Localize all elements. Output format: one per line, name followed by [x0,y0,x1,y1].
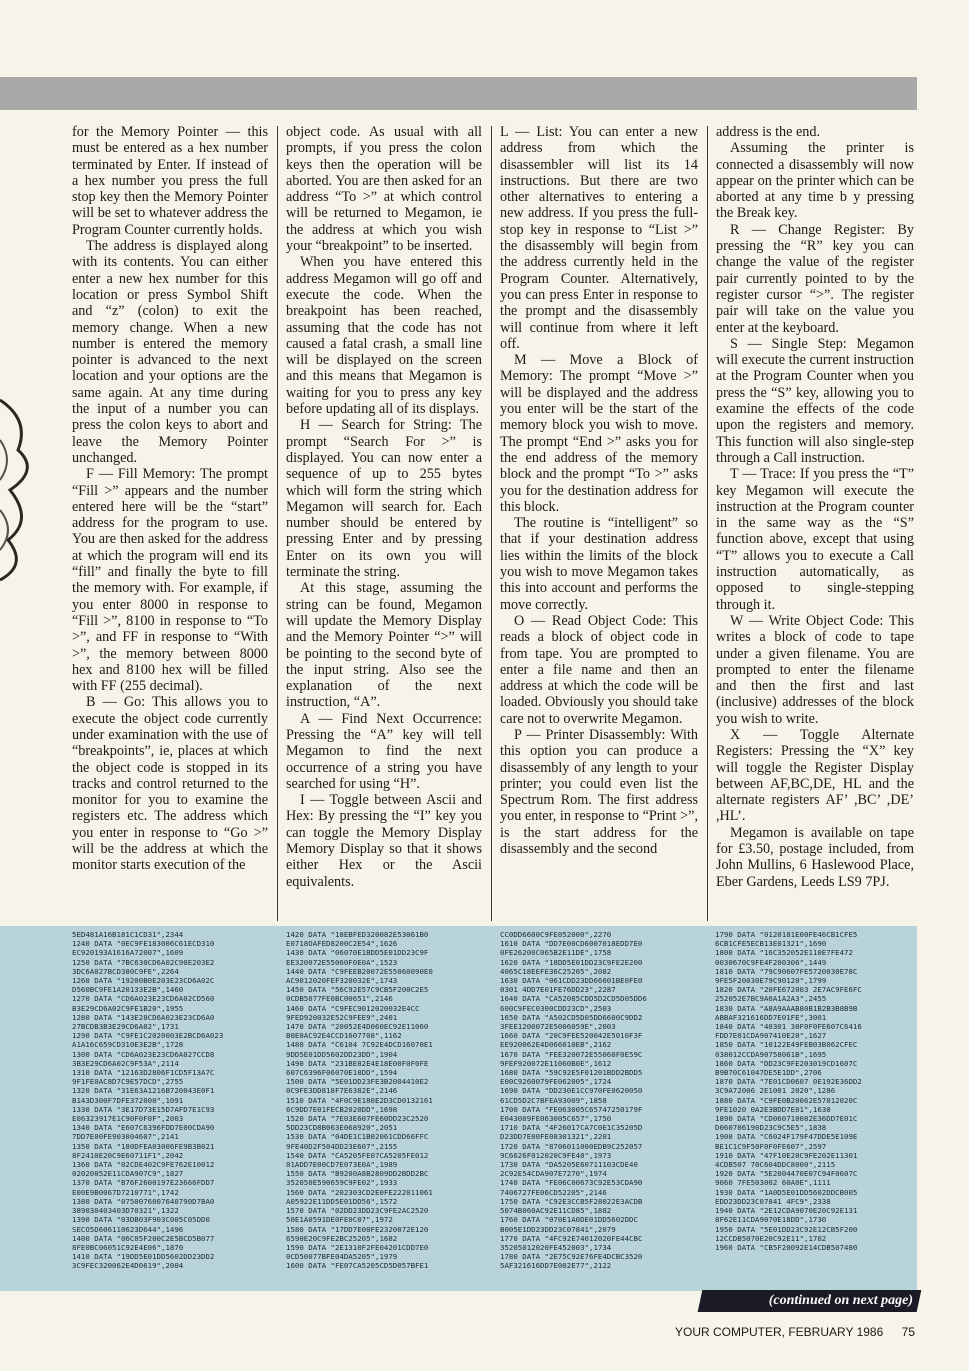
paragraph: A — Find Next Occurrence: Pressing the “A” key will tell Megamon to find the next occurrence of a string you have searched for using “H”. [286,710,482,792]
article-column-3 [500,124,698,857]
page-number: 75 [901,1325,915,1339]
paragraph: O — Read Object Code: This reads a block of object code in from tape. You are prompted to enter a file name and then an address at which the code will be loaded. Obviously you should take care not to overwrite Megamon. [500,612,698,727]
page-footer [675,1325,915,1339]
paragraph: I — Toggle between Ascii and Hex: By pressing the “I” key you can toggle the Memory Display Memory Display so that it shows either Hex or the Ascii equivalents. [286,792,482,890]
paragraph: W — Write Object Code: This writes a block of code to tape under a given filename. You are prompted to enter the filename and then the first and last (inclusive) addresses of the block you wish to write. [716,612,914,727]
listing-column-3: CC0DD6600C9FE052000",2270 1610 DATA "DD7E00CD6007018EDD7E0 0FE26200C065B2E11DE",1758 1620 DATA "18DD5E01DD23C9FE2E200 4065C18EEFE36C25205",2082 1630 DATA "061CDD23DD66001BE0FE0 0301 4DD7E01FE76DD23",2287 1640 DATA "CA52085CDD5D2CD5D05DD6 600C9FEC0300CDD23CD",2503 1650 DATA "A502CD5D05DD6600C9DD2 3FEE1200072E5006059E",2003 1660 DATA "20C9FEE520042E5010F3F EE920062E4D066010EB",2162 1670 DATA "FEE320072E55060F0E59C 9FEF920072E11060B0E",1612 1680 DATA "59C92E5F01201BDD2BDD5 E00C9260079FE062005",1724 1690 DATA "DD230E1CC970FE0620050 61CD5D2C7BFEA93009",1858 1700 DATA "FE063005C65747250179F E043009FE063005C657",1750 1710 DATA "4F26017CA7C0E1C35205D D23DD7E00FE08301321",2201 1720 DATA "8706011000EDB9C252057 9C6626F012020C9FE40",1973 1730 DATA "DA5205E60711103CDE40 2C92E54CDA907E7270",1974 1740 DATA "FE06C00673C92E53CDA90 7406727FE06CD52205",2146 1750 DATA "C92E3CCB5F28022E3ACDB 5074B060AC92E11CD85",1882 1760 DATA "070E1A0DE01DD5602DDC B005E1DD23DD23C07841",2079 1770 DATA "4FC92E74012020FE44CBC 35205012020FE452003",1734 1780 DATA "2E75C92E76FE4DCBC3520 5AF321616DD7E002E77",2122 [500,930,647,1271]
column-divider [707,126,708,921]
decorative-illustration [0,380,50,600]
article-column-1 [72,124,268,874]
paragraph: T — Trace: If you press the “T” key Megamon will execute the instruction at the Program counter in the same way as the “S” function above, except that using “T” allows you to execute a Call instruction automatically, as opposed to single-stepping through it. [716,466,914,613]
paragraph: The address is displayed along with its contents. You can either enter a new hex number for this location or press Symbol Shift and “z” (colon) to exit the memory change. When a new number is entered the memory pointer is advanced to the next location and your options are the same again. At any time during the input of a number you can press the colon keys to abort and leave the Memory Pointer unchanged. [72,238,268,466]
paragraph: B — Go: This allows you to execute the object code currently under examination with the use of “breakpoints”, ie, places at which the object code is stopped in its tracks and control returned to the monitor for you to examine the registers etc. The address which you enter in response to “Go >” will be the address at which the monitor starts execution of the [72,694,268,874]
paragraph: When you have entered this address Megamon will go off and execute the code. When the breakpoint has been reached, assuming that the code has not caused a fatal crash, a small line will be displayed on the screen and this means that Megamon is waiting for you to press any key before updating all of its displays. [286,254,482,418]
paragraph: P — Printer Disassembly: With this option you can produce a disassembly of any length to your printer; you could even list the Spectrum Rom. The first address you enter, in response to “Print >”, is the start address for the disassembly and the second [500,726,698,858]
paragraph: The routine is “intelligent” so that if your destination address lies within the limits of the block you wish to move Megamon takes this into account and performs the move correctly. [500,515,698,613]
continued-banner [698,1290,922,1312]
continued-label: (continued on next page) [768,1293,913,1308]
paragraph: H — Search for String: The prompt “Search For >” is displayed. You can now enter a sequence of up to 255 bytes which will form the string which Megamon will search for. Each number should be entered by pressing Enter and by pressing Enter on its own you will terminate the string. [286,417,482,581]
paragraph: address is the end. [716,124,821,140]
magazine-issue: YOUR COMPUTER, FEBRUARY 1986 [675,1325,884,1339]
paragraph: F — Fill Memory: The prompt “Fill >” appears and the number entered here will be the “start” address for the program to use. You are then asked for the address at which the program will end its “fill” and finally the byte to fill the memory with. For example, if you enter 8000 in response to “Fill >”, 8100 in response to “To >”, and FF in response to “With >”, the memory between 8000 hex and 8100 hex will be filled with FF (255 decimal). [72,466,268,695]
listing-column-1: 5ED481A16B181C1CD31",2344 1240 DATA "0EC9FE183006C61ECD310 EC920193A1616A72007",1609 1250 DATA "7BC630CD6A02C90E203E2 3DC6A027BCD380C9FE",2264 1260 DATA "19200B0E203E23CD6A02C D560BC9FE1A20133E2B",1460 1270 DATA "CD6A023E23CD6A02CD560 B3E29CD6A02C9FE1B20",1955 1280 DATA "143E28CD6A023E23CD6A0 27BCDB3B3E29CD6A02",1731 1290 DATA "C9FE1C2020003E2BCD6A023 A1A16C659CD310E3E2B",1728 1300 DATA "CD6A023E23CD6A027CCD8 3B3E29CD6A02C9F53A",2114 1310 DATA "12163D2806F1CD5F13A7C 9F1FE0AC8D7C9E57DCD",2755 1320 DATA "31E63A1216B720043E0F1 B143D300F7DFE372000",1091 1330 DATA "3E17D73E15D7AFD7E1C93 E06323917E1C90F0F0F",2003 1340 DATA "E607C6396FDD7E00CDA90 7DD7E00FE903004607",2141 1350 DATA "180DFEA03006FE9B3B021 8F2410E20C9E60711F1",2042 1360 DATA "02CDE402C9FE762E10012 02020052E11CDA907C9",1827 1370 DATA "B76F2600197E23666FDD7 E00E9B0067D7210771",1742 1380 DATA "0750076007640790D7BA0 389030403403D70321",1322 1390 DATA "03DB03F903C005C05DD0 SECO5D606110623D644",1496 1400 DATA "06C05F200C2E5BCD5B077 8FE0BC06051C92E4E06",1870 1410 DATA "19DD5E01DD5602DD23DD2 3C9FEC320062E4D0619",2004 [72,930,224,1271]
paragraph: S — Single Step: Megamon will execute the current instruction at the Program Counter when you press the “S” key, allowing you to examine the effects of the code upon the registers and memory. This function will also single-step through a Call instruction. [716,335,914,466]
listing-column-2: 1420 DATA "18EBFED320082E53061B0 E0718OAFED8200C2E54",1626 1430 DATA "06070E1BDD5E01DD23C9F EE320072E55060F0E0A",1523 1440 DATA "C9FEEB20072E55060090E0 AC9012020FEF320032E",1743 1450 DATA "56C92E57C9CB5F200C2E5 0CDB5077FE0BC00651",2146 1460 DATA "C9FEC9012020032E4CC 9FED920032E52C9FEE9",2401 1470 DATA "20052E4D060EC92E11060 B0E0AC92E4CCD1607708",1162 1480 DATA "C6104 7C92E4DCD16070E1 9DD5E01DD5602DD23DD",1904 1490 DATA "231BE82E4E18E00F0F0FE 607C6396F06070E18DD",1594 1500 DATA "5E01DD23FE3B2004410E2 0C9FE3DD818F7E6382E",2146 1510 DATA "4F0C9E180E2D3CD0132161 6C9DD7E01FECB2020DD",1698 1520 DATA "7E03E607FE60DD23C2520 5DD23CD8B063E068920",2051 1530 DATA "04DE1C1B02061CDD66FFC 9FE40D2F504DD23E607",2155 1540 DATA "CA5205FE07CA5205FE012 01ADD7E00CD7E073E0A",1989 1550 DATA "B9200A8B2809DD2BDD2BC 352050E590659C9FE02",1933 1560 DATA "202303CD2E0FE222011061 A05922E11DD5E01DD56",1572 1570 DATA "02DD23DD23C9FE2AC2520 50E1A0591DE0FE0C07",1972 1580 DATA "17DD7E00FE2320072E120 6590E20C9FE2BC25205",1682 1590 DATA "2E1310F2FE04201CDD7E0 0CD50077BFE04DA5205",1979 1600 DATA "FE07CA5205CD5D057BFE1 [286,930,433,1271]
article-column-2 [286,124,482,890]
paragraph: Assuming the printer is connected a disassembly will now appear on the printer which can be aborted at any time b y pressing the Break key. [716,140,914,222]
article-column-4 [716,124,914,890]
column-divider [277,126,278,921]
paragraph: R — Change Register: By pressing the “R” key you can change the value of the register pair currently pointed to by the register cursor “>”. The register pair will take on the value you enter at the keyboard. [716,221,914,336]
paragraph: At this stage, assuming the string can be found, Megamon will update the Memory Display and the Memory Pointer “>” will be pointing to the second byte of the input string. Also see the explanation of the next instruction, “A”. [286,580,482,711]
paragraph: X — Toggle Alternate Registers: Pressing the “X” key will toggle the Register Display between AF,BC,DE, HL and the alternate registers AF’ ,BC’ ,DE’ ,HL’. [716,726,914,825]
header-banner [0,77,917,110]
paragraph: for the Memory Pointer — this must be entered as a hex number terminated by Enter. If instead of a hex number you press the full stop key then the Memory Pointer will be set to whatever address the Program Counter currently holds. [72,124,268,238]
paragraph: Megamon is available on tape for £3.50, postage included, from John Mullins, 6 Haslewood Place, Eber Gardens, Leeds LS9 7PJ. [716,824,914,890]
paragraph: object code. As usual with all prompts, if you press the colon keys then the operation will be aborted. You are then asked for an address “To >” at which control will be returned to Megamon, ie the address at which you wish your “breakpoint” to be inserted. [286,124,482,255]
listing-column-4: 1790 DATA "0120181E00FE46CB1CFE5 6CB1CFE5ECB13E01321",1690 1800 DATA "16C352052E110E7FE472 0030670C9FE4F200306",1449 1810 DATA "79C90607FE5720030E78C 9FE5F20030E79C90120",1799 1820 DATA "20FE672003 2E7AC9FE6FC 252052E7BC9A0A1A2A3",2455 1830 DATA "A8A9AAAB80B1B2B3B8B9B ABBAF321616DD7E01FE",3001 1840 DATA "40301 30F0F0FE607C6416 FDD7E01CDA907410E20",1627 1850 DATA "10122E49FEB03B062CFEC 038012CCDA90758061B",1695 1860 DATA "DD23C9FE203019CD1607C B9B70C61047DE5E1DD",2706 1870 DATA "7E01CD0607 0E192E36DD2 3C9A72006 2E1001 2020",1286 1880 DATA "C9FE0B20062E57012020C 9FE1020 0A2E3BDD7E01",1630 1890 DATA "CD060710082E36DD7E01C D060706190D23C9C5E5",1838 1900 DATA "C6024F179F47DDE5E109E BE1C1C9F50F0F0FE607",2597 1910 DATA "47F10E20C9FE202E11301 4CDB507 70C604DDC8000",2115 1920 DATA "5E2004470E07C94F0607C 9060 7FE503002 60A0E",1111 1930 DATA "1A0D5E01DD5602DDCB005 EDD23DD23C07841 4FC9",2338 1940 DATA "2E12CDA9070E20C92E131 8F62E11CDA9070E18DD",1730 1950 DATA "5E01DD23C92E12CB5F200 12CCDB5070E20C92E11",1702 1960 DATA "CB5F20092E14CDB507480 [715,930,862,1252]
paragraph: L — List: You can enter a new address from which the disassembler will list its 14 instructions. But there are two other alternatives to entering a new address. If you press the full-stop key in response to “List >” the disassembly will begin from the address currently held in the Program Counter. Alternatively, you can press Enter in response to the prompt and the disassembly will continue from where it left off. [500,124,698,352]
column-divider [491,126,492,921]
paragraph: M — Move a Block of Memory: The prompt “Move >” will be displayed and the address you enter will be the start of the memory block you wish to move. The prompt “End >” asks you for the end address of the memory block and the prompt “To >” asks you for the destination address for this block. [500,352,698,515]
